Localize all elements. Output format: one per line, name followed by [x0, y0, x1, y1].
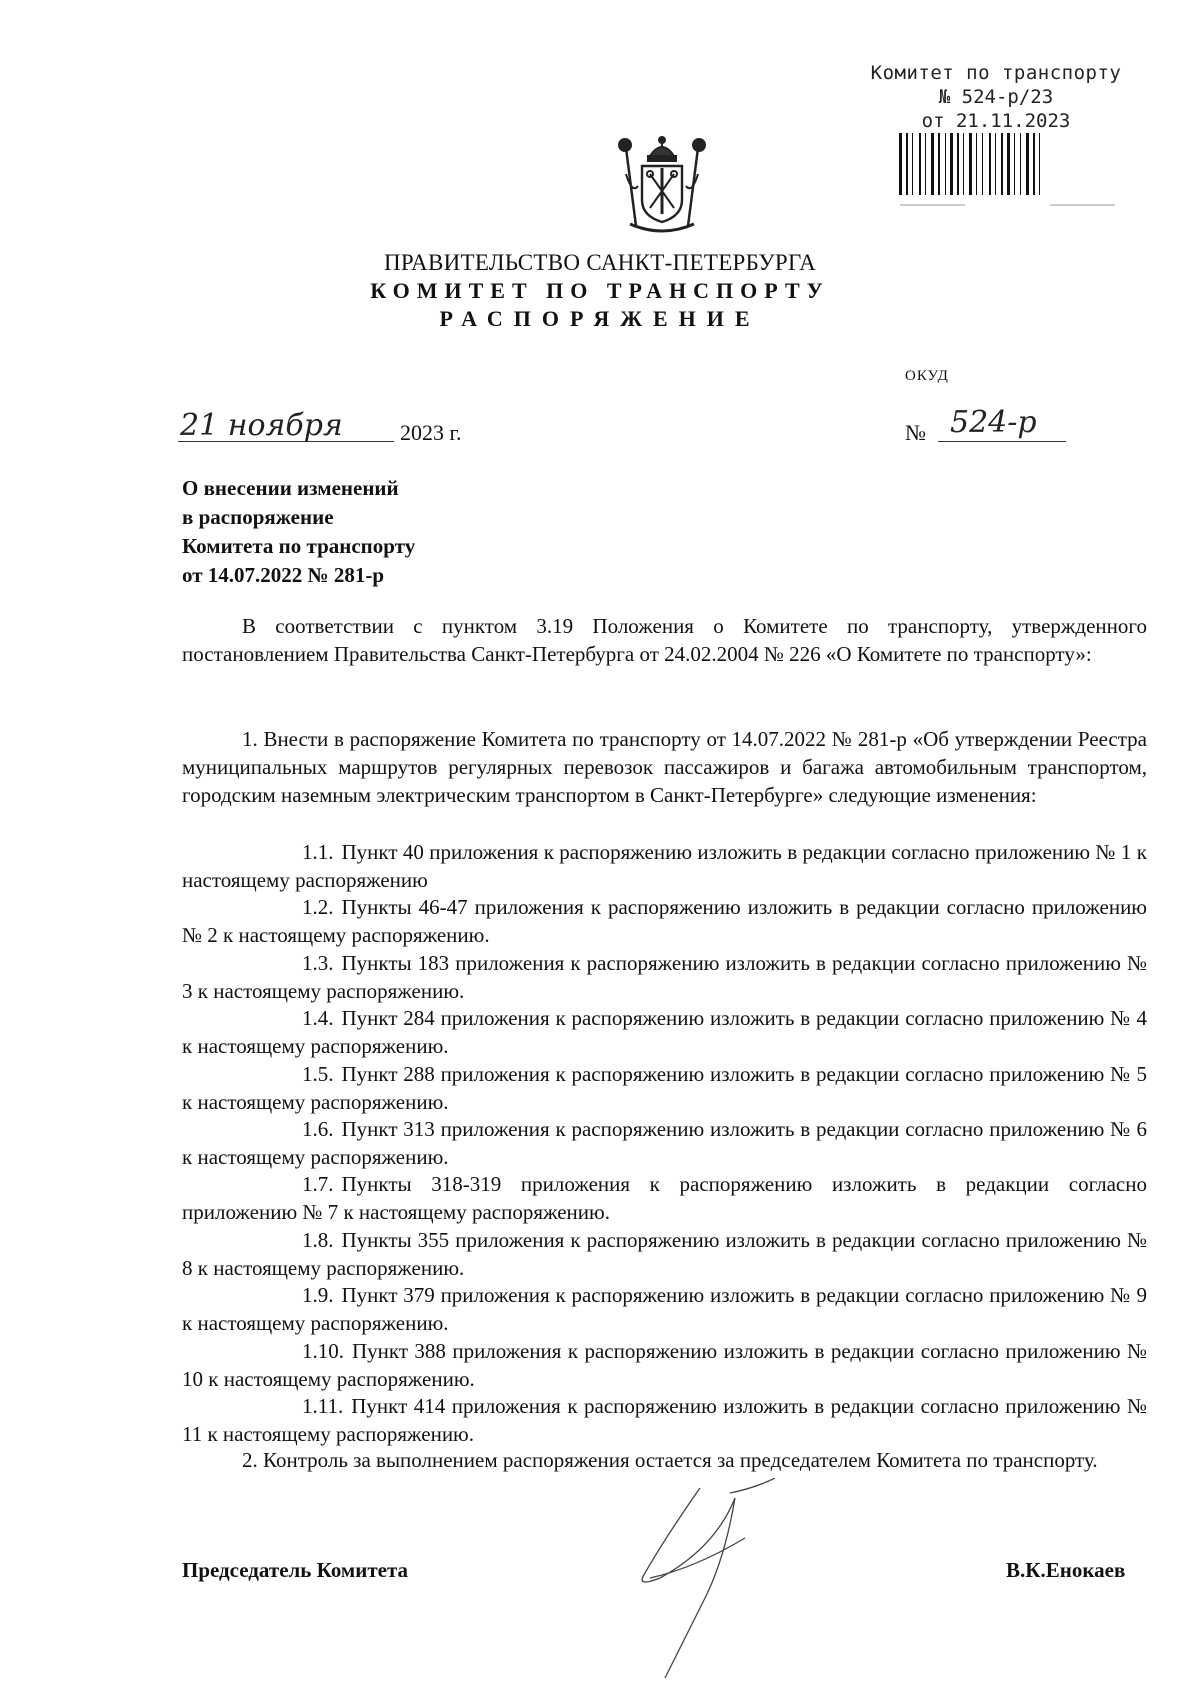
subject-line: О внесении изменений [182, 476, 399, 500]
subitem-text: Пункты 46-47 приложения к распоряжению изложить в редакции согласно приложению № 2 к настоящему распоряжению. [182, 895, 1147, 947]
committee-title: КОМИТЕТ ПО ТРАНСПОРТУ [370, 278, 830, 303]
barcode-bar [931, 133, 934, 195]
barcode-bar [912, 133, 913, 195]
subitem-number: 1.6. [302, 1117, 334, 1141]
barcode-bar [989, 133, 991, 195]
document-type-title: РАСПОРЯЖЕНИЕ [439, 306, 761, 331]
item-1-paragraph: 1. Внести в распоряжение Комитета по транспорту от 14.07.2022 № 281-р «Об утверждении Реестра муниципальных маршрутов регулярных перевозок пассажиров и багажа автомобильным транспортом, городским наземным электрическим транспортом в Санкт-Петербурге» следующие изменения: [182, 727, 1147, 807]
okud-label: ОКУД [905, 368, 949, 384]
subitem-paragraph [182, 1227, 1147, 1282]
registration-stamp-number: № 524-р/23 [938, 86, 1054, 108]
subitem-text: Пункты 183 приложения к распоряжению изложить в редакции согласно приложению № 3 к настоящему распоряжению. [182, 951, 1147, 1003]
subitem-text: Пункт 284 приложения к распоряжению изложить в редакции согласно приложению № 4 к настоящему распоряжению. [182, 1006, 1147, 1058]
subitem-number: 1.11. [302, 1394, 344, 1418]
subitem-number: 1.7. [302, 1172, 334, 1196]
registration-stamp-date: от 21.11.2023 [921, 110, 1071, 132]
subitem-paragraph [182, 1282, 1147, 1337]
document-subject [182, 474, 415, 590]
subitem-number: 1.3. [302, 951, 334, 975]
subitem-paragraph [182, 1005, 1147, 1060]
registration-stamp-title: Комитет по транспорту [870, 62, 1122, 84]
barcode-bar [976, 133, 977, 195]
barcode-bar [1026, 133, 1029, 195]
handwritten-date-text: 21 ноября [180, 408, 343, 443]
barcode-bar [1020, 133, 1021, 195]
barcode-bar [899, 133, 902, 195]
number-sign: № [905, 420, 926, 445]
subitem-number: 1.10. [302, 1339, 344, 1363]
barcode-bar [1007, 133, 1010, 195]
subitem-text: Пункт 388 приложения к распоряжению изложить в редакции согласно приложению № 10 к настоящему распоряжению. [182, 1339, 1147, 1391]
number-underline [938, 441, 1066, 442]
handwritten-number [938, 394, 1066, 444]
barcode-bar [1033, 133, 1035, 195]
subitem-paragraph [182, 1171, 1147, 1226]
subitem-text: Пункт 313 приложения к распоряжению изложить в редакции согласно приложению № 6 к настоящему распоряжению. [182, 1117, 1147, 1169]
government-title: ПРАВИТЕЛЬСТВО САНКТ-ПЕТЕРБУРГА [383, 250, 817, 275]
barcode [895, 133, 1117, 209]
subitem-number: 1.2. [302, 895, 334, 919]
subject-line: от 14.07.2022 № 281-р [182, 563, 385, 587]
barcode-bar [1001, 133, 1003, 195]
handwritten-signature [605, 1478, 805, 1683]
subitem-text: Пункты 318-319 приложения к распоряжению изложить в редакции согласно приложению № 7 к настоящему распоряжению. [182, 1172, 1147, 1224]
barcode-bar [945, 133, 946, 195]
barcode-bar [969, 133, 972, 195]
barcode-bar [919, 133, 921, 195]
barcode-bar [982, 133, 983, 195]
subitem-number: 1.4. [302, 1006, 334, 1030]
coat-of-arms-emblem [612, 134, 712, 236]
date-year: 2023 г. [400, 420, 462, 445]
barcode-bar [1039, 133, 1040, 195]
subitem-text: Пункты 355 приложения к распоряжению изложить в редакции согласно приложению № 8 к настоящему распоряжению. [182, 1228, 1147, 1280]
barcode-bar [995, 133, 996, 195]
handwritten-date [178, 397, 394, 445]
subitem-number: 1.5. [302, 1062, 334, 1086]
subitem-text: Пункт 288 приложения к распоряжению изложить в редакции согласно приложению № 5 к настоящему распоряжению. [182, 1062, 1147, 1114]
subitem-paragraph [182, 839, 1147, 894]
barcode-bar [1014, 133, 1015, 195]
subitem-number: 1.8. [302, 1228, 334, 1252]
intro-paragraph: В соответствии с пунктом 3.19 Положения о Комитете по транспорту, утвержденного постановлением Правительства Санкт-Петербурга от 24.02.2004 № 226 «О Комитете по транспорту»: [182, 614, 1147, 666]
subitem-paragraph [182, 950, 1147, 1005]
item-2-paragraph: 2. Контроль за выполнением распоряжения остается за председателем Комитета по транспорту. [242, 1448, 1098, 1472]
subitem-text: Пункт 379 приложения к распоряжению изложить в редакции согласно приложению № 9 к настоящему распоряжению. [182, 1283, 1147, 1335]
barcode-bar [957, 133, 959, 195]
subitem-paragraph [182, 1116, 1147, 1171]
barcode-bar [906, 133, 908, 195]
subitem-text: Пункт 40 приложения к распоряжению изложить в редакции согласно приложению № 1 к настоящему распоряжению [182, 840, 1147, 892]
subitem-paragraph [182, 1338, 1147, 1393]
signer-name: В.К.Енокаев [1006, 1558, 1126, 1582]
barcode-bar [950, 133, 953, 195]
barcode-bar [963, 133, 964, 195]
barcode-bar [938, 133, 940, 195]
subitem-number: 1.1. [302, 840, 334, 864]
subitem-number: 1.9. [302, 1283, 334, 1307]
subject-line: в распоряжение [182, 505, 334, 529]
handwritten-number-text: 524-р [950, 405, 1037, 440]
subitem-paragraph [182, 894, 1147, 949]
subitem-paragraph [182, 1061, 1147, 1116]
subject-line: Комитета по транспорту [182, 534, 416, 558]
date-underline [178, 441, 394, 442]
subitem-paragraph [182, 1393, 1147, 1448]
signer-title: Председатель Комитета [182, 1558, 409, 1582]
subitem-text: Пункт 414 приложения к распоряжению изложить в редакции согласно приложению № 11 к настоящему распоряжению. [182, 1394, 1147, 1446]
barcode-bar [925, 133, 926, 195]
